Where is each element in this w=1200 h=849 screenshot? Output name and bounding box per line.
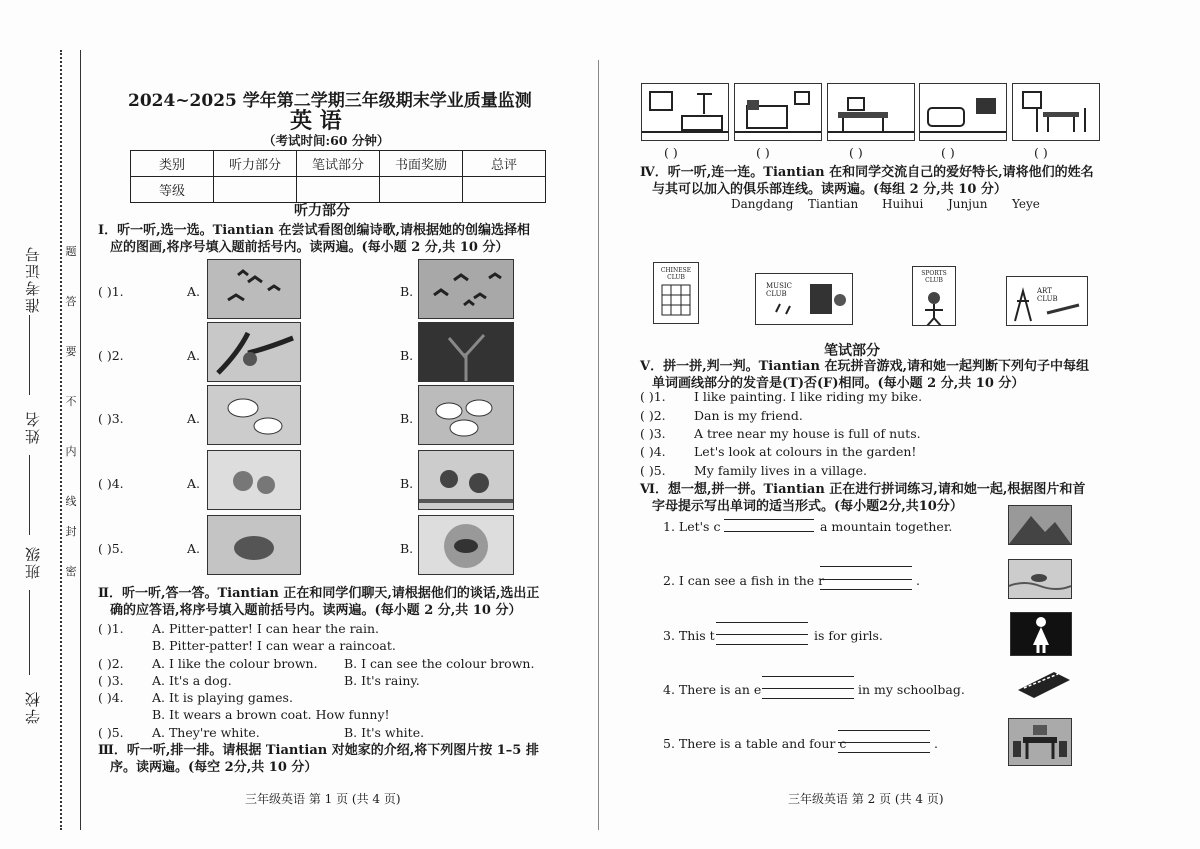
cut-line — [60, 50, 62, 830]
warning-char: 线 — [65, 495, 77, 508]
s2-q1-option-b: B. Pitter-patter! I can wear a raincoat. — [152, 638, 396, 653]
grade-header-cell: 类别 — [131, 151, 214, 177]
order-bracket-5[interactable]: ( ) — [1034, 145, 1048, 160]
q4-option-b-label: B. — [400, 476, 414, 491]
warning-char: 题 — [65, 245, 77, 258]
warning-char: 要 — [65, 345, 77, 358]
q2-option-b-image — [418, 322, 514, 382]
q5-option-b-image — [418, 515, 514, 575]
s6-q5-guide-line-2 — [838, 752, 930, 753]
label-class: 班级 — [24, 545, 42, 579]
s2-q3-bracket[interactable]: ( )3. — [98, 673, 124, 688]
club-poster-sports-label: SPORTS CLUB — [921, 270, 947, 284]
dining-room-image — [1013, 84, 1099, 140]
s5-q1-text: I like painting. I like riding my bike. — [694, 389, 923, 404]
s6-q3-guide-line-2 — [716, 644, 808, 645]
grade-cell[interactable] — [214, 177, 297, 203]
s6-q4-answer-line[interactable] — [762, 688, 854, 689]
grade-table — [130, 150, 546, 203]
s6-q3-image — [1010, 612, 1072, 656]
exam-title: 2024~2025 学年第二学期三年级期末学业质量监测 — [128, 91, 532, 111]
s2-q2-option-a: A. I like the colour brown. — [152, 656, 318, 671]
section4-instruction-line1: Ⅳ．听一听,连一连。Tiantian 在和同学交流自己的爱好特长,请将他们的姓名 — [640, 165, 1094, 180]
section2-instruction-line2: 确的应答语,将序号填入题前括号内。读两遍。(每小题 2 分,共 10 分） — [110, 603, 522, 618]
room-picture-dining-room — [1012, 83, 1100, 141]
club-name-huihui[interactable]: Huihui — [882, 197, 924, 211]
q4-option-b-image — [418, 450, 514, 510]
section4-instruction-line2: 与其可以加入的俱乐部连线。读两遍。(每组 2 分,共 10 分） — [652, 182, 1007, 197]
river-fish-image — [1009, 560, 1071, 598]
section3-instruction-line1: Ⅲ．听一听,排一排。请根据 Tiantian 对她家的介绍,将下列图片按 1–5 排 — [98, 743, 539, 758]
animals-grass-image — [419, 451, 513, 509]
s6-q1-answer-line[interactable] — [724, 531, 814, 532]
room-picture-living-room — [919, 83, 1007, 141]
seal-line — [80, 50, 81, 830]
grade-cell[interactable] — [380, 177, 463, 203]
s6-q3-guide-line — [716, 622, 808, 623]
page1-footer: 三年级英语 第 1 页 (共 4 页) — [245, 792, 401, 806]
s6-q3-suffix: is for girls. — [814, 628, 883, 643]
s5-q4-bracket[interactable]: ( )4. — [640, 444, 666, 459]
sheep-flock-image — [419, 386, 513, 444]
grade-header-cell: 总评 — [463, 151, 546, 177]
warning-char: 密 — [65, 565, 77, 578]
grade-table-header — [131, 151, 546, 177]
q3-option-b-label: B. — [400, 411, 414, 426]
order-bracket-3[interactable]: ( ) — [849, 145, 863, 160]
club-poster-art[interactable] — [1006, 276, 1088, 326]
q2-option-a-label: A. — [187, 348, 201, 363]
s5-q3-text: A tree near my house is full of nuts. — [694, 426, 921, 441]
section6-instruction-line1: Ⅵ．想一想,拼一拼。Tiantian 正在进行拼词练习,请和她一起,根据图片和首 — [640, 482, 1086, 497]
q1-bracket[interactable]: ( )1. — [98, 284, 124, 299]
s5-q3-bracket[interactable]: ( )3. — [640, 426, 666, 441]
s2-q4-option-b: B. It wears a brown coat. How funny! — [152, 707, 390, 722]
name-field[interactable] — [29, 455, 30, 535]
s6-q2-guide-line-2 — [820, 589, 912, 590]
s2-q1-bracket[interactable]: ( )1. — [98, 621, 124, 636]
label-school: 学校 — [24, 690, 42, 724]
club-name-junjun[interactable]: Junjun — [948, 197, 988, 211]
sheep-on-hill-image — [208, 386, 300, 444]
class-field[interactable] — [29, 590, 30, 675]
room-picture-bedroom — [734, 83, 822, 141]
s6-q4-prefix: 4. There is an e — [663, 682, 762, 697]
order-bracket-1[interactable]: ( ) — [664, 145, 678, 160]
q2-option-b-label: B. — [400, 348, 414, 363]
club-poster-music[interactable] — [755, 273, 853, 325]
room-picture-bathroom — [641, 83, 729, 141]
s6-q4-image — [1014, 668, 1072, 700]
section5-instruction-line2: 单词画线部分的发音是(T)否(F)相同。(每小题 2 分,共 10 分） — [652, 376, 1025, 391]
q3-option-a-image — [207, 385, 301, 445]
s6-q2-suffix: . — [916, 573, 920, 588]
s6-q5-answer-line[interactable] — [838, 742, 930, 743]
warning-char: 答 — [65, 295, 77, 308]
grade-cell[interactable] — [463, 177, 546, 203]
s6-q3-prefix: 3. This t — [663, 628, 715, 643]
frog-image — [208, 516, 300, 574]
section5-instruction-line1: Ⅴ．拼一拼,判一判。Tiantian 在玩拼音游戏,请和她一起判断下列句子中每组 — [640, 359, 1089, 374]
order-bracket-4[interactable]: ( ) — [941, 145, 955, 160]
s6-q2-answer-line[interactable] — [820, 579, 912, 580]
living-room-image — [920, 84, 1006, 140]
s5-q1-bracket[interactable]: ( )1. — [640, 389, 666, 404]
page-divider — [598, 60, 599, 830]
grade-header-cell: 书面奖励 — [380, 151, 463, 177]
s6-q5-suffix: . — [934, 736, 938, 751]
s5-q5-text: My family lives in a village. — [694, 463, 867, 478]
order-bracket-2[interactable]: ( ) — [756, 145, 770, 160]
s2-q5-bracket[interactable]: ( )5. — [98, 725, 124, 740]
grade-row-label: 等级 — [131, 177, 214, 203]
q5-bracket[interactable]: ( )5. — [98, 541, 124, 556]
club-name-dangdang[interactable]: Dangdang — [731, 197, 794, 211]
q2-option-a-image — [207, 322, 301, 382]
mountain-climbing-image — [1009, 506, 1071, 544]
s6-q1-prefix: 1. Let's c — [663, 519, 721, 534]
grade-table-row — [131, 177, 546, 203]
s2-q4-option-a: A. It is playing games. — [152, 690, 293, 705]
s5-q2-bracket[interactable]: ( )2. — [640, 408, 666, 423]
tree-branch-image — [208, 323, 300, 381]
q5-option-b-label: B. — [400, 541, 414, 556]
q1-option-a-label: A. — [187, 284, 201, 299]
s5-q2-text: Dan is my friend. — [694, 408, 803, 423]
grade-header-cell: 笔试部分 — [297, 151, 380, 177]
s2-q1-option-a: A. Pitter-patter! I can hear the rain. — [152, 621, 380, 636]
s6-q2-prefix: 2. I can see a fish in the r — [663, 573, 825, 588]
s6-q5-guide-line — [838, 730, 930, 731]
q4-option-a-label: A. — [187, 476, 201, 491]
bathroom-image — [642, 84, 728, 140]
q1-option-a-image — [207, 259, 301, 319]
animals-playing-image — [208, 451, 300, 509]
club-name-yeye[interactable]: Yeye — [1012, 197, 1040, 211]
s6-q4-guide-line-2 — [762, 698, 854, 699]
s6-q5-image — [1008, 718, 1072, 766]
s2-q4-bracket[interactable]: ( )4. — [98, 690, 124, 705]
s6-q4-suffix: in my schoolbag. — [858, 682, 965, 697]
q4-bracket[interactable]: ( )4. — [98, 476, 124, 491]
study-room-image — [828, 84, 914, 140]
grade-cell[interactable] — [297, 177, 380, 203]
table-chairs-image — [1009, 719, 1071, 765]
warning-char: 封 — [65, 525, 77, 538]
exam-number-field[interactable] — [29, 315, 30, 395]
q5-option-a-image — [207, 515, 301, 575]
club-poster-sports[interactable] — [912, 266, 956, 326]
s6-q1-suffix: a mountain together. — [820, 519, 953, 534]
warning-char: 内 — [65, 445, 77, 458]
grade-header-cell: 听力部分 — [214, 151, 297, 177]
s6-q1-image — [1008, 505, 1072, 545]
warning-char: 不 — [65, 395, 77, 408]
section3-instruction-line2: 序。读两遍。(每空 2分,共 10 分） — [110, 760, 318, 775]
section6-instruction-line2: 字母提示写出单词的适当形式。(每小题2分,共10分） — [652, 499, 963, 514]
s2-q2-option-b: B. I can see the colour brown. — [344, 656, 535, 671]
s6-q2-guide-line — [820, 566, 912, 567]
q3-option-b-image — [418, 385, 514, 445]
s5-q5-bracket[interactable]: ( )5. — [640, 463, 666, 478]
s6-q4-guide-line — [762, 676, 854, 677]
q1-option-b-image — [418, 259, 514, 319]
section1-instruction-line2: 应的图画,将序号填入题前括号内。读两遍。(每小题 2 分,共 10 分） — [110, 240, 509, 255]
club-poster-music-label: MUSIC CLUB — [766, 282, 792, 298]
club-poster-chinese-label: CHINESE CLUB — [660, 267, 692, 281]
exam-time: （考试时间:60 分钟） — [263, 133, 390, 148]
s6-q3-answer-line[interactable] — [716, 634, 808, 635]
club-poster-chinese[interactable] — [653, 262, 699, 324]
s6-q1-guide-line — [724, 519, 814, 520]
writing-heading: 笔试部分 — [824, 343, 880, 359]
section2-instruction-line1: Ⅱ．听一听,答一答。Tiantian 正在和同学们聊天,请根据他们的谈话,选出正 — [98, 586, 540, 601]
s2-q3-option-a: A. It's a dog. — [152, 673, 232, 688]
frog-pond-image — [419, 516, 513, 574]
chinese-club-image — [654, 281, 698, 321]
s2-q5-option-b: B. It's white. — [344, 725, 425, 740]
sports-club-image — [913, 284, 955, 326]
s6-q2-image — [1008, 559, 1072, 599]
page2-footer: 三年级英语 第 2 页 (共 4 页) — [788, 792, 944, 806]
label-name: 姓名 — [24, 410, 42, 444]
q2-bracket[interactable]: ( )2. — [98, 348, 124, 363]
q3-option-a-label: A. — [187, 411, 201, 426]
subject-title: 英 语 — [290, 109, 342, 134]
s6-q5-prefix: 5. There is a table and four c — [663, 736, 847, 751]
s2-q5-option-a: A. They're white. — [152, 725, 260, 740]
s2-q2-bracket[interactable]: ( )2. — [98, 656, 124, 671]
q5-option-a-label: A. — [187, 541, 201, 556]
q1-option-b-label: B. — [400, 284, 414, 299]
label-exam-number: 准考证号 — [24, 245, 42, 313]
bedroom-image — [735, 84, 821, 140]
section1-instruction-line1: Ⅰ．听一听,选一选。Tiantian 在尝试看图创编诗歌,请根据她的创编选择相 — [98, 223, 530, 238]
birds-flying-image — [208, 260, 300, 318]
room-picture-study — [827, 83, 915, 141]
dark-tree-image — [419, 323, 513, 381]
listening-heading: 听力部分 — [294, 203, 350, 219]
girls-toilet-sign-image — [1011, 613, 1071, 655]
s2-q3-option-b: B. It's rainy. — [344, 673, 420, 688]
club-poster-art-label: ART CLUB — [1037, 287, 1058, 303]
eraser-image — [1014, 668, 1072, 700]
q3-bracket[interactable]: ( )3. — [98, 411, 124, 426]
q4-option-a-image — [207, 450, 301, 510]
binding-strip — [0, 0, 86, 849]
club-name-tiantian[interactable]: Tiantian — [808, 197, 859, 211]
birds-flock-image — [419, 260, 513, 318]
s5-q4-text: Let's look at colours in the garden! — [694, 444, 917, 459]
